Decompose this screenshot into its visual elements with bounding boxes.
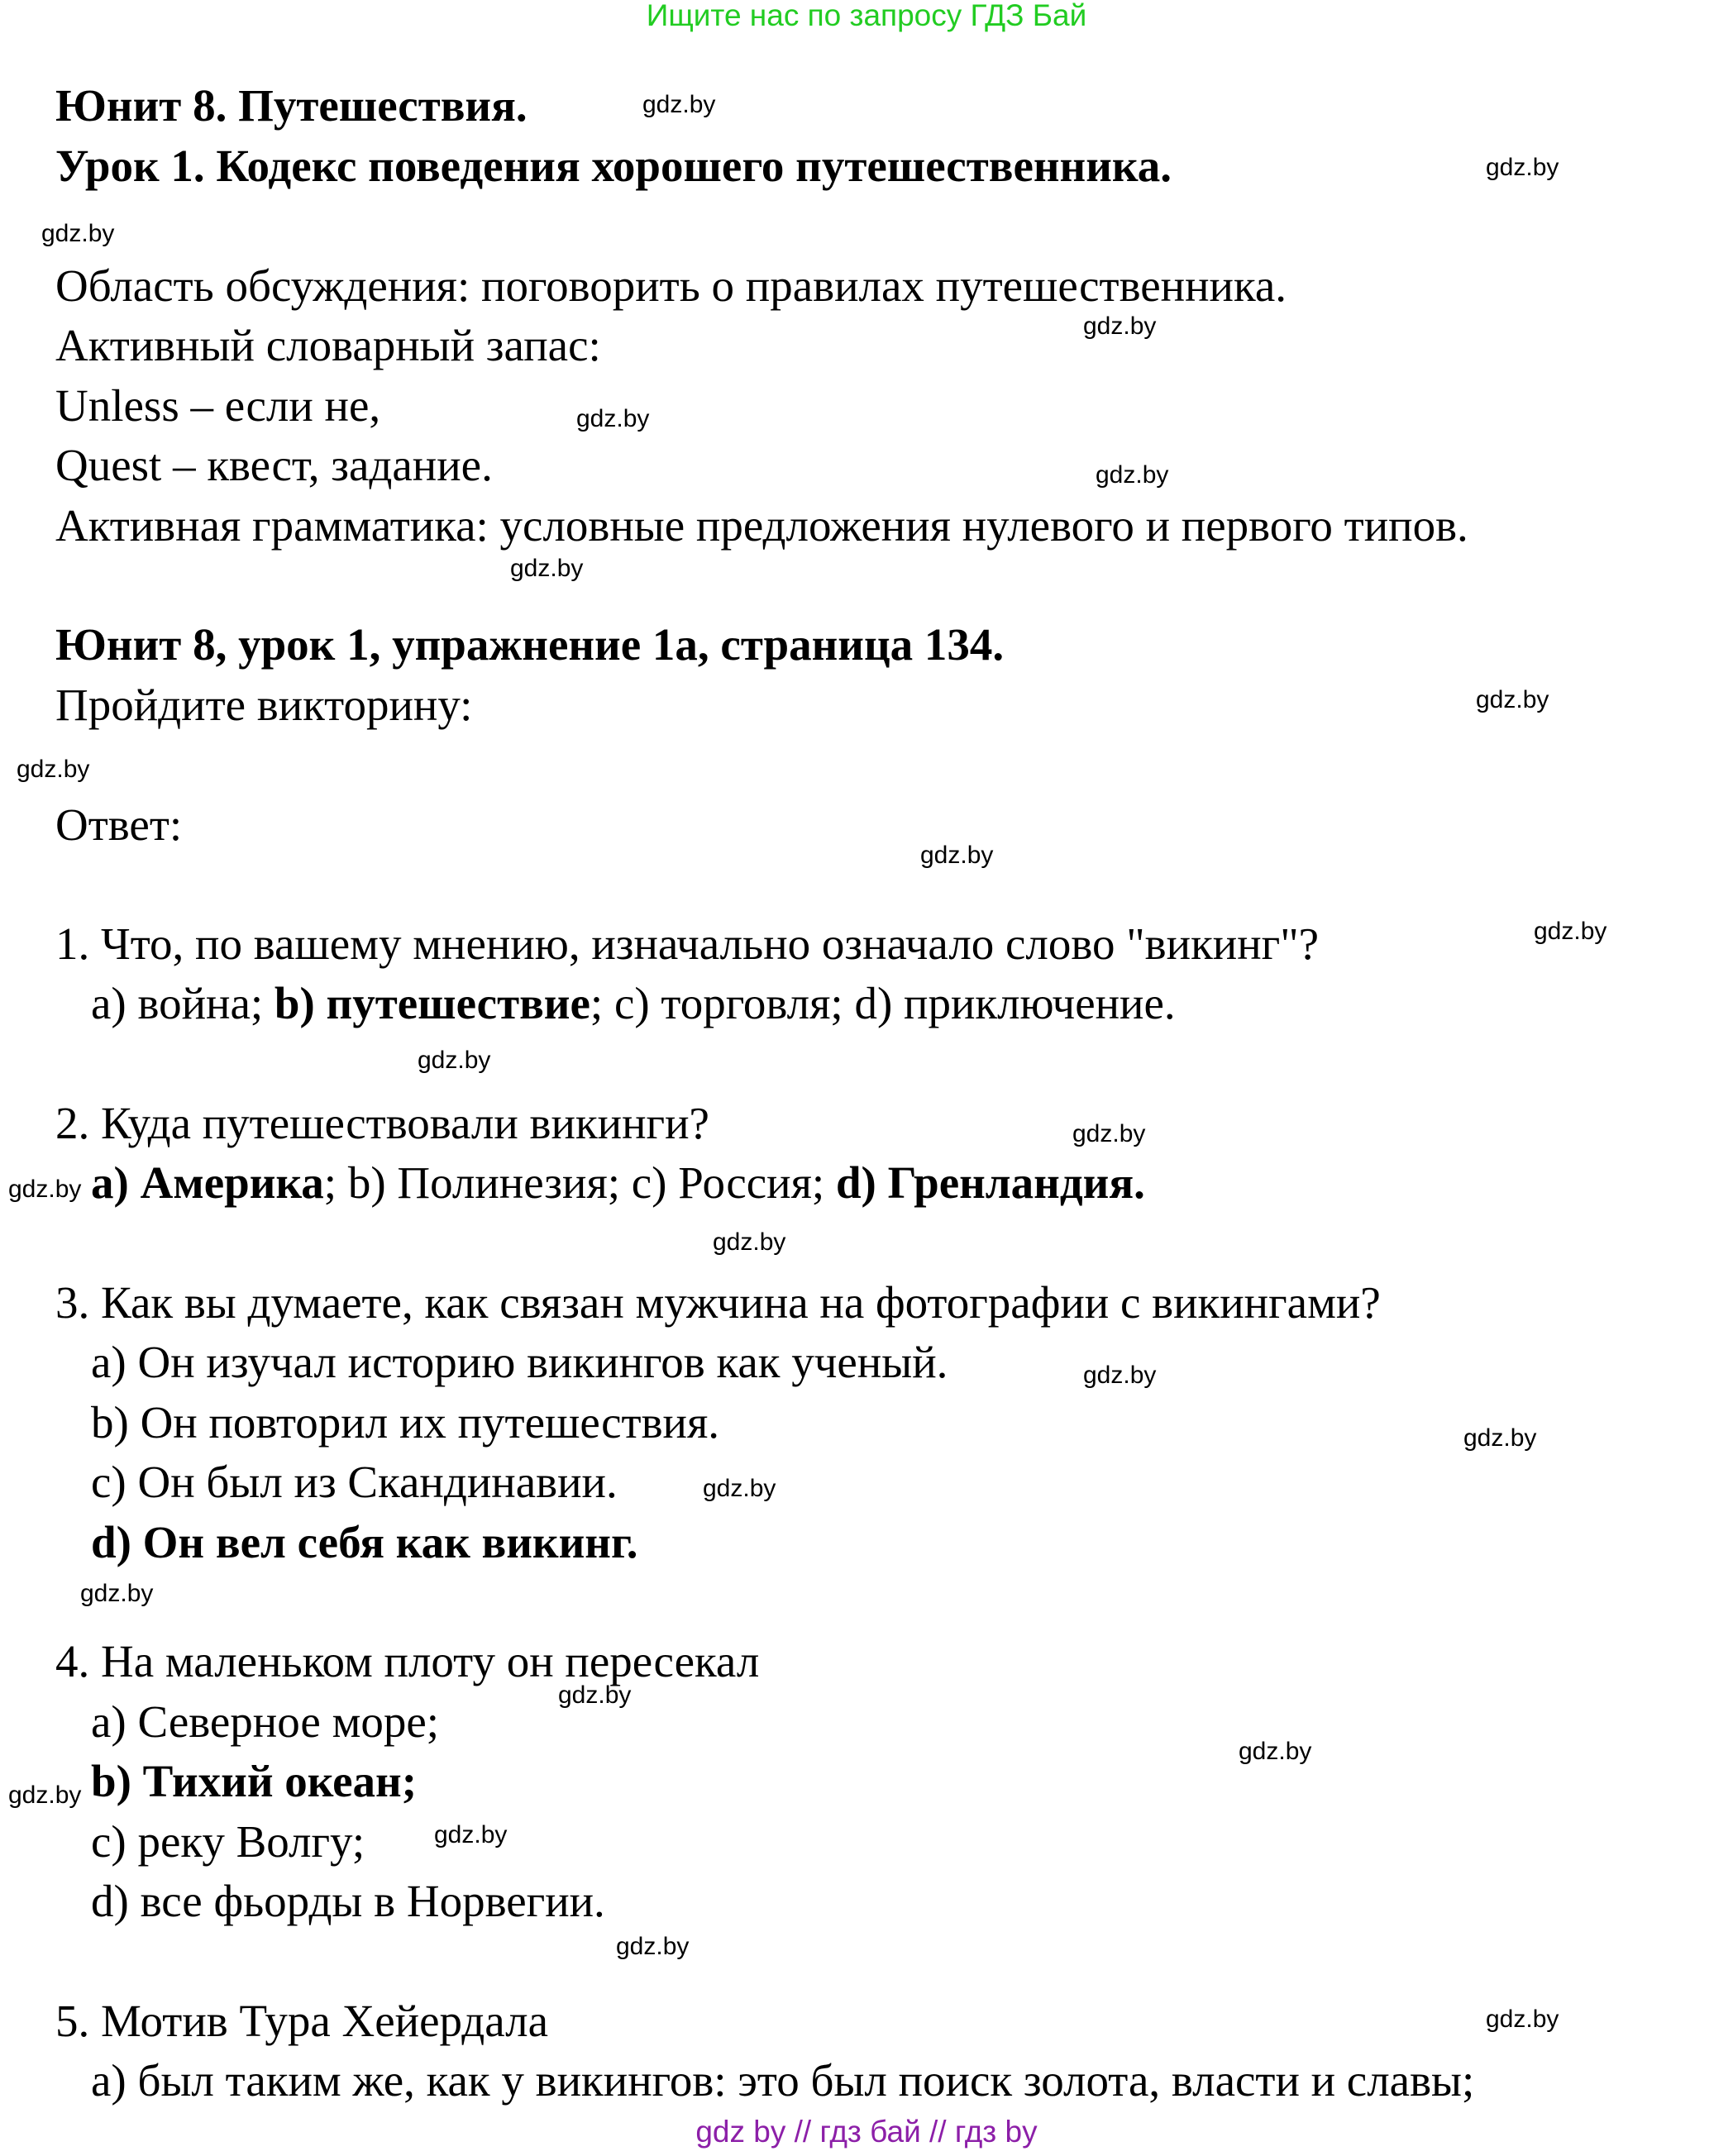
- option: a) Северное море;: [91, 1696, 440, 1747]
- vocabulary-item: Unless – если не,: [55, 380, 381, 431]
- option: b) Он повторил их путешествия.: [91, 1397, 720, 1448]
- watermark: gdz.by: [510, 555, 584, 582]
- watermark: gdz.by: [558, 1681, 632, 1709]
- exercise-task: Пройдите викторину:: [55, 680, 473, 730]
- exercise-heading: Юнит 8, урок 1, упражнение 1а, страница 134.: [55, 619, 1005, 670]
- question-2-options: [91, 1157, 1145, 1208]
- correct-option: b) Тихий океан;: [91, 1756, 418, 1806]
- watermark: gdz.by: [713, 1228, 786, 1256]
- search-banner: Ищите нас по запросу ГДЗ Бай: [646, 0, 1087, 32]
- watermark: gdz.by: [8, 1176, 82, 1203]
- option: a) Он изучал историю викингов как ученый.: [91, 1337, 948, 1387]
- watermark: gdz.by: [8, 1782, 82, 1809]
- lesson-title: Урок 1. Кодекс поведения хорошего путешественника.: [55, 141, 1172, 191]
- watermark: gdz.by: [1239, 1738, 1312, 1765]
- watermark: gdz.by: [576, 405, 650, 432]
- grammar-line: Активная грамматика: условные предложения нулевого и первого типов.: [55, 500, 1468, 551]
- watermark: gdz.by: [1072, 1120, 1146, 1147]
- question-5: 5. Мотив Тура Хейердала: [55, 1996, 549, 2046]
- option: a) война;: [91, 978, 275, 1028]
- footer-links: gdz by // гдз бай // гдз by: [695, 2115, 1038, 2149]
- discussion-area: Область обсуждения: поговорить о правилах путешественника.: [55, 260, 1287, 311]
- option: d) все фьорды в Норвегии.: [91, 1876, 605, 1926]
- watermark: gdz.by: [1083, 312, 1157, 340]
- option: c) Он был из Скандинавии.: [91, 1457, 618, 1507]
- option: a) был таким же, как у викингов: это был поиск золота, власти и славы;: [91, 2055, 1475, 2106]
- watermark: gdz.by: [1096, 461, 1169, 489]
- vocabulary-item: Quest – квест, задание.: [55, 440, 493, 490]
- option: c) реку Волгу;: [91, 1816, 365, 1867]
- option: ; b) Полинезия; c) Россия;: [323, 1157, 836, 1208]
- watermark: gdz.by: [1083, 1362, 1157, 1389]
- watermark: gdz.by: [1486, 154, 1559, 181]
- question-4: 4. На маленьком плоту он пересекал: [55, 1636, 760, 1686]
- watermark: gdz.by: [1534, 918, 1607, 945]
- unit-title: Юнит 8. Путешествия.: [55, 80, 528, 131]
- correct-option: b) путешествие: [274, 978, 590, 1028]
- watermark: gdz.by: [418, 1047, 491, 1074]
- watermark: gdz.by: [41, 220, 115, 247]
- correct-option: a) Америка: [91, 1157, 324, 1208]
- watermark: gdz.by: [703, 1475, 776, 1502]
- question-1: 1. Что, по вашему мнению, изначально означало слово "викинг"?: [55, 918, 1320, 969]
- watermark: gdz.by: [434, 1821, 508, 1848]
- option: ; c) торговля; d) приключение.: [590, 978, 1176, 1028]
- watermark: gdz.by: [1486, 2006, 1559, 2033]
- question-3: 3. Как вы думаете, как связан мужчина на фотографии с викингами?: [55, 1277, 1381, 1328]
- vocabulary-heading: Активный словарный запас:: [55, 320, 601, 370]
- answer-label: Ответ:: [55, 799, 183, 850]
- watermark: gdz.by: [80, 1580, 154, 1607]
- watermark: gdz.by: [1463, 1424, 1537, 1452]
- correct-option: d) Гренландия.: [835, 1157, 1145, 1208]
- question-1-options: [91, 980, 1176, 1026]
- watermark: gdz.by: [616, 1933, 690, 1960]
- watermark: gdz.by: [642, 91, 716, 118]
- watermark: gdz.by: [17, 756, 90, 783]
- watermark: gdz.by: [1476, 686, 1549, 713]
- watermark: gdz.by: [920, 842, 994, 869]
- question-2: 2. Куда путешествовали викинги?: [55, 1098, 709, 1148]
- correct-option: d) Он вел себя как викинг.: [91, 1517, 638, 1567]
